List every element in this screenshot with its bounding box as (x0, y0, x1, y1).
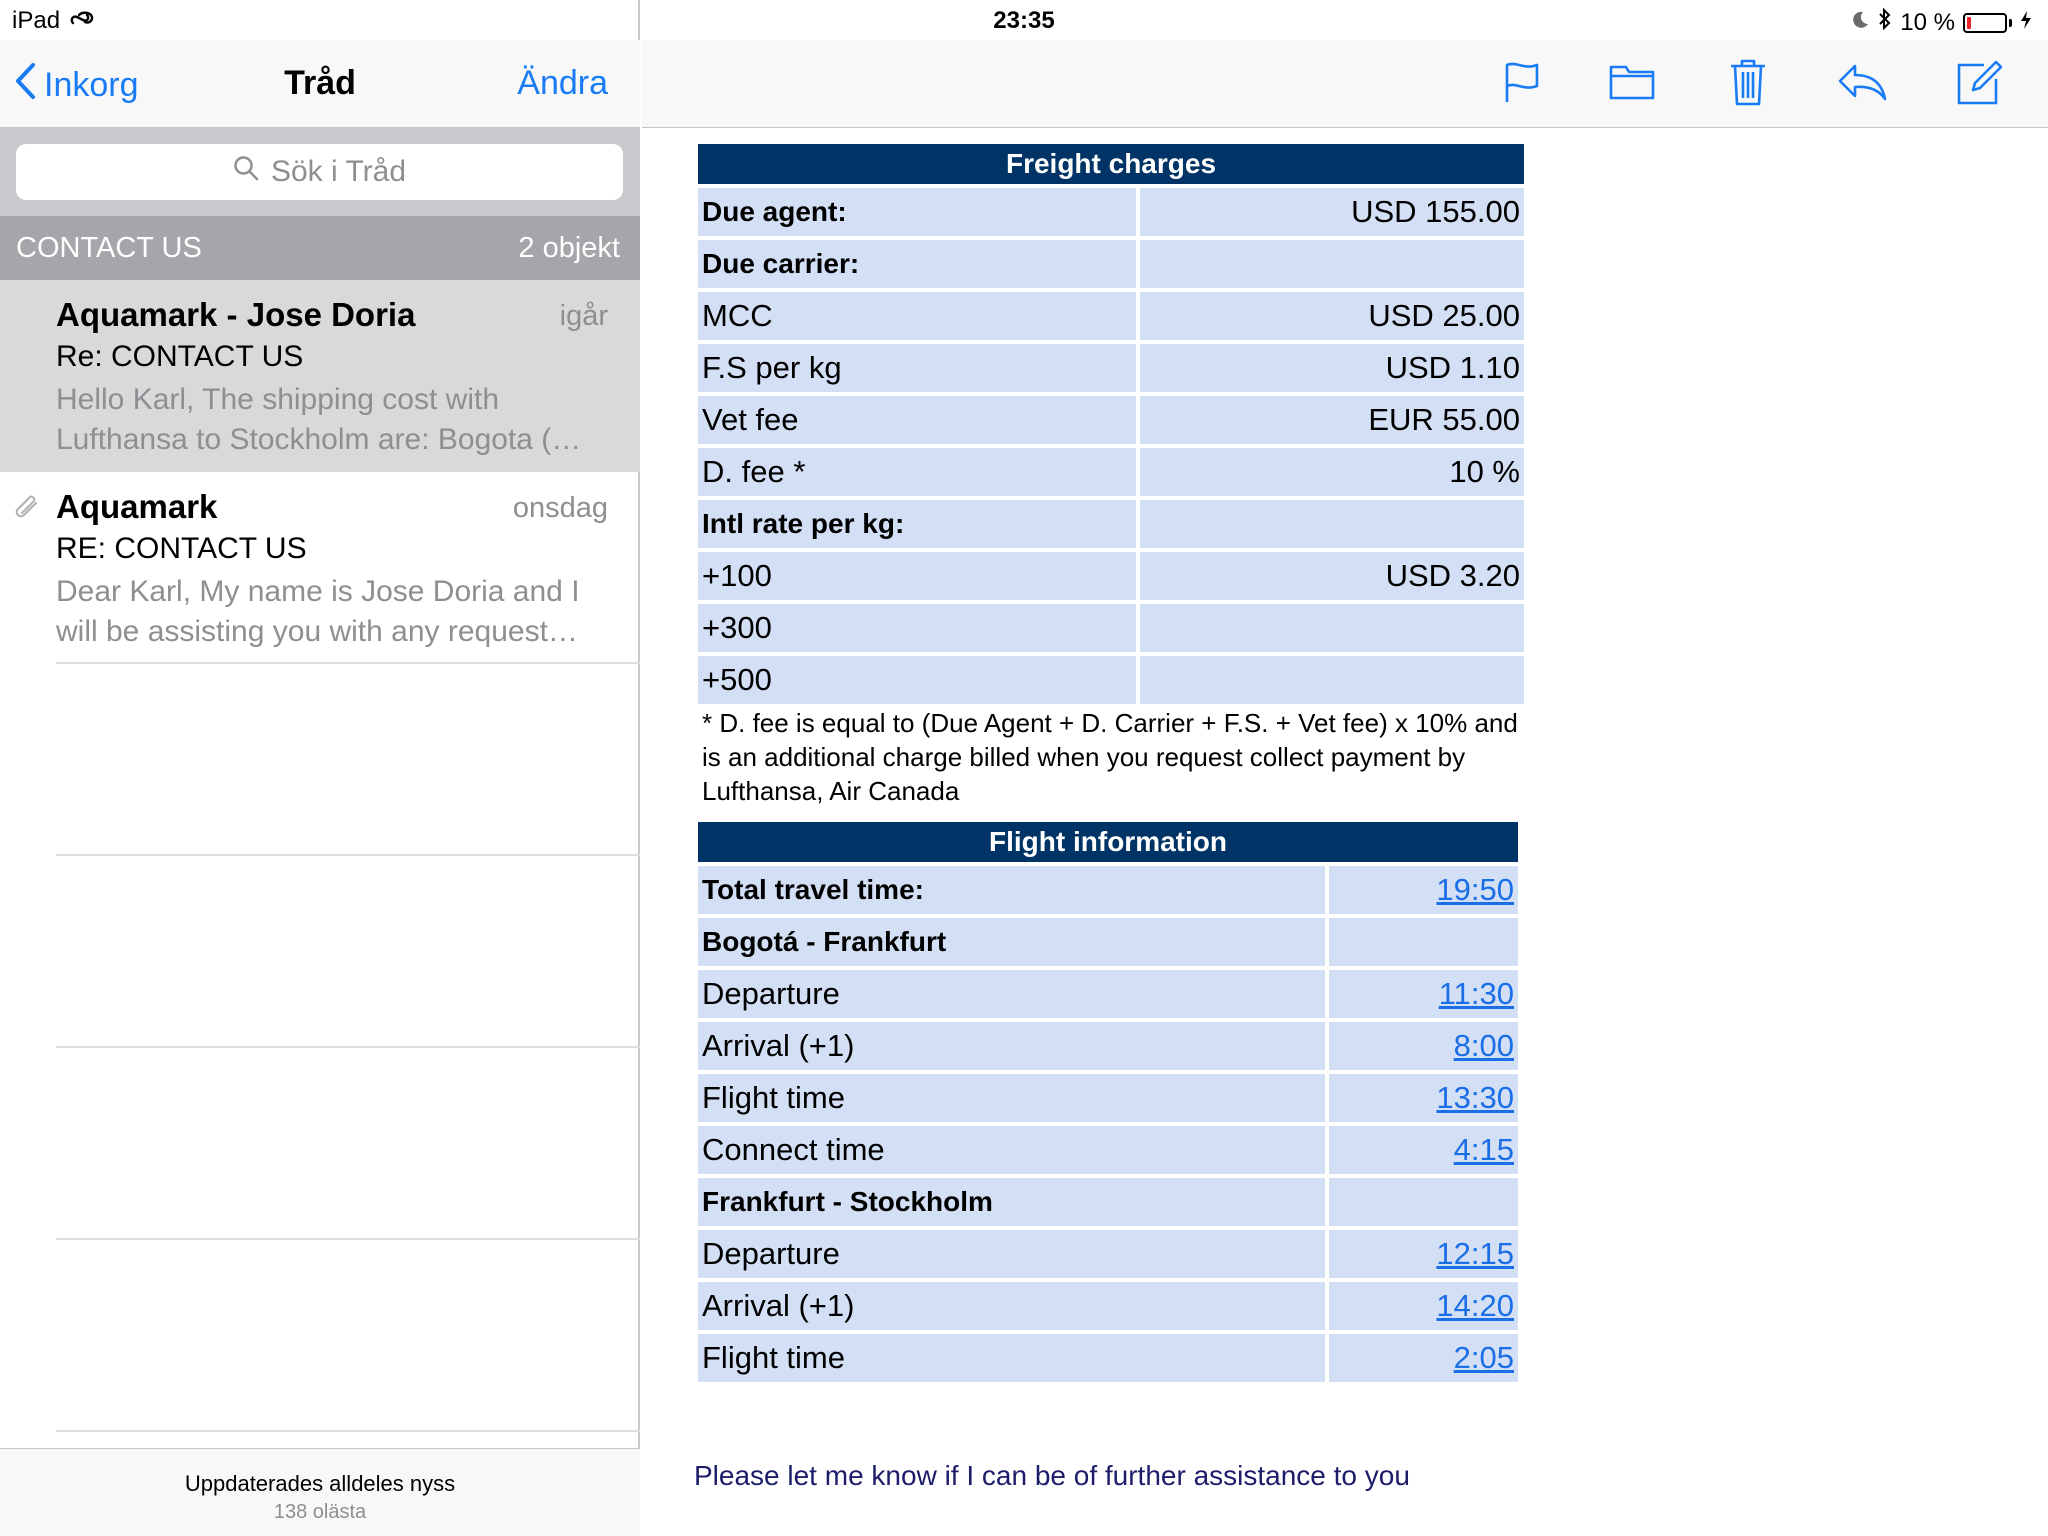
row-label: Departure (698, 970, 1325, 1018)
time-link[interactable]: 8:00 (1453, 1028, 1514, 1063)
row-value: USD 3.20 (1140, 552, 1524, 600)
table-row (698, 1334, 1518, 1382)
compose-button[interactable] (1956, 58, 2004, 110)
time-link[interactable]: 2:05 (1453, 1340, 1514, 1375)
time-link[interactable]: 13:30 (1436, 1080, 1514, 1115)
time-link[interactable]: 14:20 (1436, 1288, 1514, 1323)
table-row (698, 292, 1524, 340)
table-row (698, 1126, 1518, 1174)
section-header (0, 216, 640, 280)
flag-icon (1502, 60, 1542, 109)
back-label: Inkorg (44, 66, 139, 104)
row-value (1329, 918, 1518, 966)
row-label: Flight time (698, 1334, 1325, 1382)
row-label: D. fee * (698, 448, 1136, 496)
paperclip-icon (14, 494, 42, 529)
flag-button[interactable] (1498, 58, 1546, 110)
thread-nav-bar (0, 40, 640, 128)
row-label: Arrival (+1) (698, 1022, 1325, 1070)
freight-charges-table (694, 140, 1528, 708)
battery-icon (1963, 13, 2007, 33)
row-label: Frankfurt - Stockholm (698, 1178, 1325, 1226)
message-date: igår (559, 300, 608, 332)
time-link[interactable]: 12:15 (1436, 1236, 1514, 1271)
list-separator (56, 1430, 640, 1432)
table-row (698, 1178, 1518, 1226)
section-count: 2 objekt (518, 232, 620, 264)
time-link[interactable]: 11:30 (1438, 976, 1514, 1011)
list-separator (56, 1046, 640, 1048)
row-value: USD 1.10 (1140, 344, 1524, 392)
row-label: Connect time (698, 1126, 1325, 1174)
freight-table-header: Freight charges (698, 144, 1524, 184)
table-row (698, 970, 1518, 1018)
message-sender: Aquamark (56, 488, 218, 525)
table-row (698, 866, 1518, 914)
row-value (1140, 500, 1524, 548)
row-value: 10 % (1140, 448, 1524, 496)
table-row (698, 604, 1524, 652)
edit-button[interactable]: Ändra (517, 64, 608, 102)
row-value (1140, 240, 1524, 288)
time-link[interactable]: 4:15 (1453, 1132, 1514, 1167)
row-label: +300 (698, 604, 1136, 652)
section-title: CONTACT US (16, 232, 202, 264)
status-bar (0, 0, 2048, 40)
table-row (698, 500, 1524, 548)
folder-icon (1609, 63, 1655, 106)
delete-button[interactable] (1724, 58, 1772, 110)
table-row (698, 1230, 1518, 1278)
row-label: Intl rate per kg: (698, 500, 1136, 548)
row-value (1140, 656, 1524, 704)
search-icon (233, 155, 259, 189)
trash-icon (1729, 58, 1767, 111)
table-row (698, 448, 1524, 496)
row-label: Bogotá - Frankfurt (698, 918, 1325, 966)
row-label: Vet fee (698, 396, 1136, 444)
search-placeholder: Sök i Tråd (270, 155, 407, 188)
message-subject: RE: CONTACT US (56, 532, 307, 565)
message-subject: Re: CONTACT US (56, 340, 304, 373)
table-row (698, 396, 1524, 444)
row-label: +100 (698, 552, 1136, 600)
table-row (698, 1282, 1518, 1330)
time-link[interactable]: 19:50 (1436, 872, 1514, 907)
chevron-left-icon (14, 62, 36, 109)
row-label: Flight time (698, 1074, 1325, 1122)
row-value (1140, 604, 1524, 652)
closing-line: Please let me know if I can be of further assistance to you (694, 1460, 1410, 1491)
flight-information-table (694, 818, 1522, 1386)
search-area (0, 128, 640, 216)
list-separator (56, 854, 640, 856)
battery-percent: 10 % (1900, 8, 1955, 36)
message-preview (56, 572, 608, 652)
table-row (698, 918, 1518, 966)
list-separator (56, 662, 640, 664)
flight-table-header: Flight information (698, 822, 1518, 862)
search-input[interactable] (16, 144, 623, 200)
bluetooth-icon (1878, 7, 1892, 38)
battery-tip (2009, 19, 2012, 27)
row-value: USD 155.00 (1140, 188, 1524, 236)
unread-count: 138 olästa (273, 1501, 367, 1523)
table-row (698, 344, 1524, 392)
table-row (698, 1022, 1518, 1070)
row-value: EUR 55.00 (1140, 396, 1524, 444)
table-row (698, 656, 1524, 704)
charging-icon (2020, 9, 2032, 37)
device-name: iPad (12, 7, 61, 34)
table-row (698, 188, 1524, 236)
updated-text: Uppdaterades alldeles nyss (184, 1471, 456, 1496)
message-preview-line: Lufthansa to Stockholm are: Bogota (… (56, 423, 582, 456)
compose-icon (1956, 59, 2004, 110)
row-label: Total travel time: (698, 866, 1325, 914)
table-row (698, 1074, 1518, 1122)
update-status-footer (0, 1448, 640, 1536)
message-toolbar (642, 40, 2048, 128)
battery-level (1967, 17, 1971, 29)
message-date: onsdag (512, 492, 608, 524)
row-label: Arrival (+1) (698, 1282, 1325, 1330)
reply-icon (1837, 62, 1887, 107)
row-label: Due carrier: (698, 240, 1136, 288)
clock: 23:35 (993, 7, 1055, 34)
table-row (698, 552, 1524, 600)
thread-title: Tråd (284, 64, 356, 102)
reply-button[interactable] (1838, 58, 1886, 110)
message-preview-line: Dear Karl, My name is Jose Doria and I (56, 575, 580, 608)
list-separator (56, 1238, 640, 1240)
message-preview (56, 380, 608, 460)
message-item-2[interactable] (0, 472, 640, 664)
message-item-1[interactable] (0, 280, 640, 472)
thread-list-pane (0, 0, 640, 1536)
row-label: +500 (698, 656, 1136, 704)
move-to-folder-button[interactable] (1608, 58, 1656, 110)
row-value (1329, 1178, 1518, 1226)
message-sender: Aquamark - Jose Doria (56, 296, 416, 333)
back-to-inbox-button[interactable] (14, 62, 139, 109)
row-label: Departure (698, 1230, 1325, 1278)
message-preview-line: Hello Karl, The shipping cost with (56, 383, 499, 416)
d-fee-footnote: * D. fee is equal to (Due Agent + D. Carrier + F.S. + Vet fee) x 10% and is an additional charge billed when you request collect payment by Lufthansa, Air Canada (702, 708, 1518, 806)
row-label: MCC (698, 292, 1136, 340)
table-row (698, 240, 1524, 288)
message-preview-line: will be assisting you with any request… (56, 615, 578, 648)
moon-icon (1850, 9, 1870, 37)
row-label: F.S per kg (698, 344, 1136, 392)
row-label: Due agent: (698, 188, 1136, 236)
row-value: USD 25.00 (1140, 292, 1524, 340)
